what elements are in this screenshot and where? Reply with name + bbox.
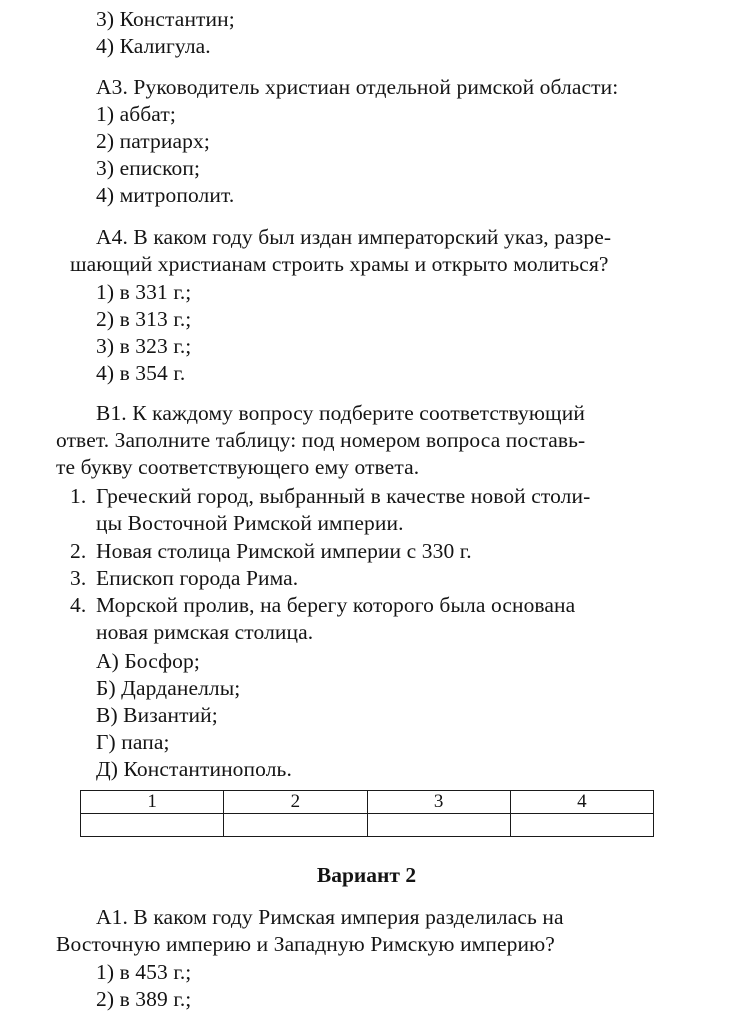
option-line: 2) в 389 г.; (96, 987, 192, 1011)
question-a1-line: А1. В каком году Римская империя разделилась на (96, 905, 564, 929)
question-b1-line: В1. К каждому вопросу подберите соответствующий (96, 401, 585, 425)
b1-question-line: Морской пролив, на берегу которого была основана (96, 593, 576, 617)
answer-cell[interactable] (224, 814, 367, 837)
option-line: 3) епископ; (96, 156, 201, 180)
b1-question-number: 1. (70, 484, 87, 508)
option-line: 1) в 453 г.; (96, 960, 192, 984)
b1-answer: Г) папа; (96, 730, 170, 754)
question-a4-line: А4. В каком году был издан императорский указ, разре- (96, 225, 612, 249)
option-line: 1) аббат; (96, 102, 176, 126)
question-b1-line: ответ. Заполните таблицу: под номером вопроса поставь- (56, 428, 586, 452)
question-a4-line: шающий христианам строить храмы и открыто молиться? (70, 252, 609, 276)
b1-answer: В) Византий; (96, 703, 218, 727)
b1-question-number: 2. (70, 539, 87, 563)
b1-question-line: новая римская столица. (96, 620, 314, 644)
option-line: 2) патриарх; (96, 129, 210, 153)
answer-cell[interactable] (510, 814, 653, 837)
b1-question-line: Новая столица Римской империи с 330 г. (96, 539, 472, 563)
question-b1-line: те букву соответствующего ему ответа. (56, 455, 420, 479)
b1-question-line: Греческий город, выбранный в качестве новой столи- (96, 484, 591, 508)
question-a3: А3. Руководитель христиан отдельной римской области: (96, 75, 619, 99)
option-line: 3) Константин; (96, 7, 235, 31)
b1-answer: А) Босфор; (96, 649, 200, 673)
question-a1-line: Восточную империю и Западную Римскую империю? (56, 932, 555, 956)
option-line: 2) в 313 г.; (96, 307, 192, 331)
answer-table-header-row (81, 791, 654, 814)
answer-table (80, 790, 654, 837)
b1-question-line: Епископ города Рима. (96, 566, 299, 590)
answer-table-answer-row (81, 814, 654, 837)
b1-question-number: 4. (70, 593, 87, 617)
answer-cell[interactable] (367, 814, 510, 837)
option-line: 3) в 323 г.; (96, 334, 192, 358)
answer-table-header-cell: 3 (367, 791, 510, 814)
b1-answer: Б) Дарданеллы; (96, 676, 241, 700)
option-line: 1) в 331 г.; (96, 280, 192, 304)
answer-cell[interactable] (81, 814, 224, 837)
variant-heading: Вариант 2 (316, 863, 417, 887)
answer-table-header-cell: 4 (510, 791, 653, 814)
b1-answer: Д) Константинополь. (96, 757, 292, 781)
option-line: 4) митрополит. (96, 183, 235, 207)
answer-table-header-cell: 2 (224, 791, 367, 814)
answer-table-header-cell: 1 (81, 791, 224, 814)
option-line: 4) Калигула. (96, 34, 211, 58)
b1-question-number: 3. (70, 566, 87, 590)
b1-question-line: цы Восточной Римской империи. (96, 511, 404, 535)
option-line: 4) в 354 г. (96, 361, 186, 385)
